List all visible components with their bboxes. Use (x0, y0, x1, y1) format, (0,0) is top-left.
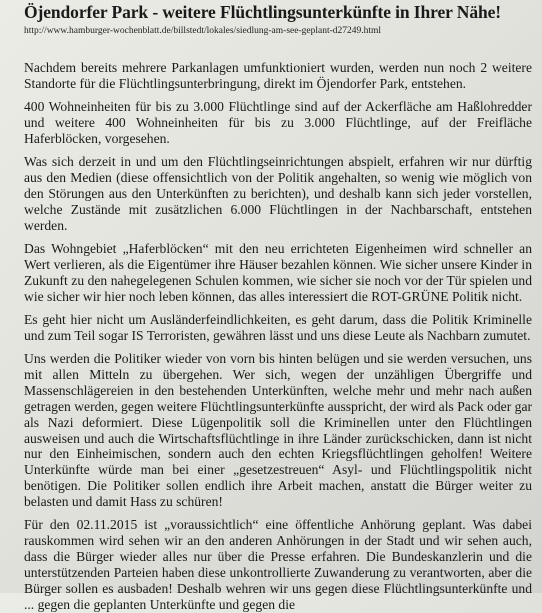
paragraph: Es geht hier nicht um Ausländerfeindlichkeiten, es geht darum, dass die Politik Kriminelle und zum Teil sogar IS Terroristen, gewähren lässt und uns diese Leute als Nachbarn zumutet. (24, 311, 532, 343)
paragraph: Für den 02.11.2015 ist „voraussichtlich“ eine öffentliche Anhörung geplant. Was dabei rauskommen wird sehen wir an den anderen Anhörungen in der Stadt und wir sehen auch, dass die Bürger wieder alles nur über die Presse erfahren. Die Bundeskanzlerin und die unterstützenden Parteien haben diese unkontrollierte Zuwanderung zu verantworten, aber die Bürger sollen es ausbaden! Deshalb wehren wir uns gegen diese Flüchtlingsunterkünfte und ... gegen die geplanten Unterkünfte und gegen die (24, 517, 532, 612)
document-body (22, 60, 532, 613)
paragraph: Was sich derzeit in und um den Flüchtlingseinrichtungen abspielt, erfahren wir nur dürftig aus den Medien (diese offensichtlich von der Politik angehalten, so wenig wie möglich von den Störungen aus den Unterkünften zu berichten), und deshalb kann sich jeder vorstellen, welche Zustände mit zusätzlichen 6.000 Flüchtlingen in der Nachbarschaft, entstehen werden. (24, 154, 532, 233)
document-title: Öjendorfer Park - weitere Flüchtlingsunterkünfte in Ihrer Nähe! (24, 2, 502, 22)
source-url: http://www.hamburger-wochenblatt.de/billstedt/lokales/siedlung-am-see-geplant-d27249.html (24, 26, 382, 36)
paragraph: Das Wohngebiet „Haferblöcken“ mit den neu errichteten Eigenheimen wird schneller an Wert verlieren, als die Eigentümer ihre Häuser bezahlen können. Wie sicher unsere Kinder in Zukunft zu den nahegelegenen Schulen kommen, wie sicher sie noch vor der Tür spielen und wie sicher wir hier noch leben können, das alles interessiert die ROT-GRÜNE Politik nicht. (24, 240, 532, 304)
paragraph: 400 Wohneinheiten für bis zu 3.000 Flüchtlinge sind auf der Ackerfläche am Haßlohredder und weitere 400 Wohneinheiten für bis zu 3.000 Flüchtlinge, auf der Freifläche Haferblöcken, vorgesehen. (24, 99, 532, 146)
paragraph: Uns werden die Politiker wieder von vorn bis hinten belügen und sie werden versuchen, uns mit allen Mitteln zu übergehen. Wer sich, wegen der unzähligen Übergriffe und Massenschlägereien in den bestehenden Unterkünften, welche mehr und mehr nach außen getragen werden, gegen weitere Flüchtlingsunterkünfte ausspricht, der wird als Pack oder gar als Nazi deformiert. Diese Lügenpolitik soll die Kriminellen unter den Flüchtlingen ausweisen und auch die Wirtschaftsflüchtlinge in ihre Länder zurückschicken, dann ist nicht nur den Einheimischen, sondern auch den echten Kriegsflüchtlingen geholfen! Weitere Unterkünfte würde man bei einer „gesetzestreuen“ Asyl- und Flüchtlingspolitik nicht benötigen. Die Politiker sollen endlich ihre Arbeit machen, anstatt die Bürger weiter zu belasten und damit Hass zu schüren! (24, 350, 532, 510)
paragraph: Nachdem bereits mehrere Parkanlagen umfunktioniert wurden, werden nun noch 2 weitere Standorte für die Flüchtlingsunterbringung, direkt im Öjendorfer Park, entstehen. (24, 60, 532, 91)
